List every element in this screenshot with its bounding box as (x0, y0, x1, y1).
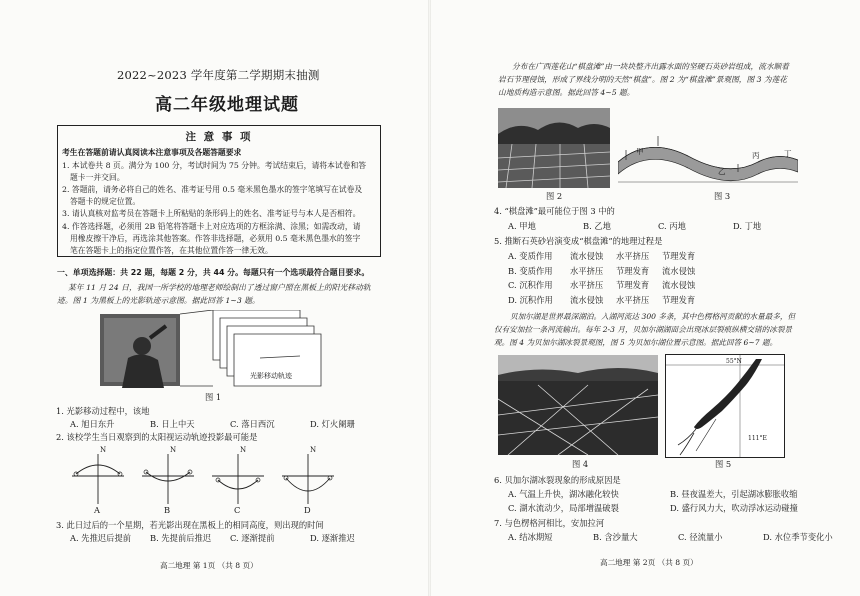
question-4: 4. “棋盘滩”最可能位于图 3 中的 (494, 206, 615, 216)
option-b[interactable]: B. 昼夜温差大，引起湖冰膨胀收缩 (670, 489, 798, 499)
question-6: 6. 贝加尔湖冰裂现象的形成原因是 (494, 475, 621, 485)
option-b[interactable]: B. 乙地 (583, 221, 611, 231)
figure-4-drawing (498, 355, 658, 455)
question-2-diagrams (66, 444, 366, 520)
notice-item: 3. 请认真核对监考员在答题卡上所粘贴的条形码上的姓名、准考证号与本人是否相符。 (62, 209, 361, 219)
step: 流水侵蚀 (570, 251, 604, 261)
figure-4-photo (498, 355, 658, 455)
intro-line: 迹。图 1 为黑板上的光影轨迹示意图。据此回答 1~3 题。 (57, 296, 260, 305)
notice-list (62, 160, 380, 258)
step: C. 沉积作用 (508, 280, 553, 290)
intro-line: 某年 11 月 24 日，我国一所学校的地理老师绘制出了透过窗户照在黑板上的阳光移动轨 (68, 283, 371, 292)
sun-path-diagrams (66, 444, 366, 510)
fig3-label-jia: 甲 (636, 147, 644, 156)
option-d[interactable]: D. 逐渐推迟 (310, 533, 355, 543)
option-a[interactable]: A. 甲地 (508, 221, 536, 231)
question-1: 1. 光影移动过程中，该地 (56, 406, 150, 416)
fig3-label-yi: 乙 (718, 167, 726, 176)
diagram-c-letter[interactable]: C (234, 505, 241, 515)
diagram-b (142, 454, 194, 504)
notice-item: 答题卡的规定位置。 (70, 197, 141, 207)
question-3: 3. 此日过后的一个星期，若光影出现在黑板上的相同高度，则出现的时间 (56, 520, 324, 530)
diagram-d-letter[interactable]: D (304, 505, 311, 515)
step: A. 变质作用 (508, 251, 553, 261)
notice-item: 2. 答题前，请务必将自己的姓名、准考证号用 0.5 毫米黑色墨水的签字笔填写在试卷及 (62, 185, 363, 194)
figure-1-drawing (100, 310, 330, 392)
option-d[interactable]: D. 丁地 (733, 221, 762, 231)
diagram-c (212, 454, 264, 504)
right-page (430, 0, 860, 596)
step: 水平挤压 (616, 251, 650, 261)
figure-1-caption: 图 1 (205, 392, 222, 402)
option-c[interactable]: C. 径流量小 (678, 532, 723, 542)
figure-3-caption: 图 3 (714, 191, 731, 201)
notice-item: 4. 作答选择题，必须用 2B 铅笔将答题卡上对应选项的方框涂满、涂黑；如需改动，请 (62, 221, 361, 231)
figure-5-caption: 图 5 (715, 459, 732, 469)
longitude-label: 111°E (748, 435, 767, 442)
notice-title: 注 意 事 项 (185, 131, 253, 143)
step: 节理发育 (662, 251, 696, 261)
figure-4-caption: 图 4 (572, 459, 589, 469)
fig3-label-ding: 丁 (784, 149, 792, 158)
diagram-a-letter[interactable]: A (94, 505, 100, 515)
step: 流水侵蚀 (662, 265, 696, 276)
exam-title: 高二年级地理试题 (155, 95, 299, 115)
figure-2-photo (498, 108, 610, 188)
step: 水平挤压 (570, 265, 604, 276)
option-a[interactable]: A. 结冰期短 (508, 532, 553, 542)
option-a[interactable]: A. 旭日东升 (70, 419, 115, 429)
figure-1-label: 光影移动轨迹 (250, 372, 292, 380)
option-row[interactable] (508, 250, 695, 265)
step: 流水侵蚀 (662, 280, 696, 290)
notice-item: 题卡一并交回。 (70, 172, 125, 182)
diagram-a (72, 454, 124, 504)
question-5: 5. 推断石英砂岩演变成“棋盘滩”的地理过程是 (494, 236, 663, 246)
exam-year-header: 2022~2023 学年度第二学期期末抽测 (117, 68, 320, 82)
option-c[interactable]: C. 丙地 (658, 221, 686, 231)
notice-box (57, 125, 381, 257)
option-d[interactable]: D. 盛行风力大，吹动浮冰运动碰撞 (670, 503, 798, 513)
option-row[interactable] (508, 294, 695, 309)
intro-line: 分布在广西莲花山“棋盘滩”由一块块整齐出露水面的坚硬石英砂岩组成，流水顺着 (512, 62, 789, 71)
diagram-b-letter[interactable]: B (164, 505, 171, 515)
baikal-intro-line: 观。图 4 为贝加尔湖冰裂景观图，图 5 为贝加尔湖位置示意图。据此回答 6~7 题。 (494, 338, 778, 347)
figure-5-map (665, 354, 785, 458)
question-7: 7. 与色楞格河相比，安加拉河 (494, 518, 605, 528)
option-a[interactable]: A. 气温上升快，湖冰融化较快 (508, 489, 619, 499)
option-row[interactable] (508, 279, 695, 294)
baikal-intro-line: 贝加尔湖是世界最深湖泊。入湖河流达 300 多条，其中色楞格河贡献的水量最多，但 (510, 312, 796, 321)
north-label: N (310, 446, 317, 454)
question-1-options (70, 418, 390, 431)
question-7-options (508, 531, 848, 544)
intro-line: 岩石节理侵蚀，形成了界线分明的天然“棋盘”。图 2 为“棋盘滩”景观图，图 3 为莲花 (498, 75, 787, 84)
question-2: 2. 该校学生当日观察到的太阳视运动轨迹投影最可能是 (56, 432, 258, 442)
step: D. 沉积作用 (508, 294, 553, 305)
option-c[interactable]: C. 落日西沉 (230, 419, 275, 429)
option-b[interactable]: B. 先提前后推迟 (150, 533, 212, 543)
option-b[interactable]: B. 日上中天 (150, 419, 195, 429)
diagram-d (282, 454, 334, 504)
step: 节理发育 (616, 280, 650, 290)
notice-item: 笔在答题卡上的指定位置作答，在其他位置作答一律无效。 (70, 246, 273, 256)
page-footer: 高二地理 第 2页 （共 8 页） (600, 558, 698, 567)
option-c[interactable]: C. 逐渐提前 (230, 533, 275, 543)
north-label: N (170, 446, 177, 454)
step: 水平挤压 (616, 294, 650, 305)
figure-3-drawing (618, 132, 798, 192)
fig3-label-bing: 丙 (752, 151, 760, 160)
step: 节理发育 (662, 294, 696, 305)
north-label: N (240, 446, 247, 454)
figure-2-caption: 图 2 (546, 191, 563, 201)
question-3-options (70, 532, 390, 545)
option-row[interactable] (508, 265, 695, 280)
option-a[interactable]: A. 先推迟后提前 (70, 533, 132, 543)
step: 水平挤压 (570, 280, 604, 290)
page-footer: 高二地理 第 1页 （共 8 页） (160, 561, 258, 570)
option-c[interactable]: C. 湖水流动少，局部增温破裂 (508, 503, 619, 513)
question-5-options (508, 250, 695, 308)
question-4-options (508, 220, 808, 233)
latitude-label: 55°N (726, 358, 742, 365)
north-label: N (100, 446, 107, 454)
notice-item: 用橡皮擦干净后，再选涂其他答案。作答非选择题，必须用 0.5 毫米黑色墨水的签字 (70, 233, 361, 243)
option-d[interactable]: D. 水位季节变化小 (763, 532, 833, 542)
figure-3 (618, 132, 798, 192)
option-b[interactable]: B. 含沙量大 (593, 532, 638, 542)
figure-1 (100, 310, 330, 392)
notice-item: 1. 本试卷共 8 页。满分为 100 分，考试时间为 75 分钟。考试结束后，请将本试卷和答 (62, 160, 367, 170)
figure-2-drawing (498, 108, 610, 188)
step: 节理发育 (616, 265, 650, 276)
option-d[interactable]: D. 灯火阑珊 (310, 419, 355, 429)
step: B. 变质作用 (508, 265, 553, 276)
notice-lead: 考生在答题前请认真阅读本注意事项及各题答题要求 (62, 148, 242, 157)
step: 流水侵蚀 (570, 294, 604, 305)
baikal-intro-line: 仅有安加拉一条河流输出。每年 2-3 月，贝加尔湖湖面会出现冰层裂痕纵横交错的冰裂景 (494, 325, 793, 334)
section-heading: 一、单项选择题：共 22 题，每题 2 分，共 44 分。每题只有一个选项最符合题目要求。 (57, 268, 370, 277)
intro-line: 山地质构造示意图。据此回答 4~5 题。 (498, 88, 635, 97)
